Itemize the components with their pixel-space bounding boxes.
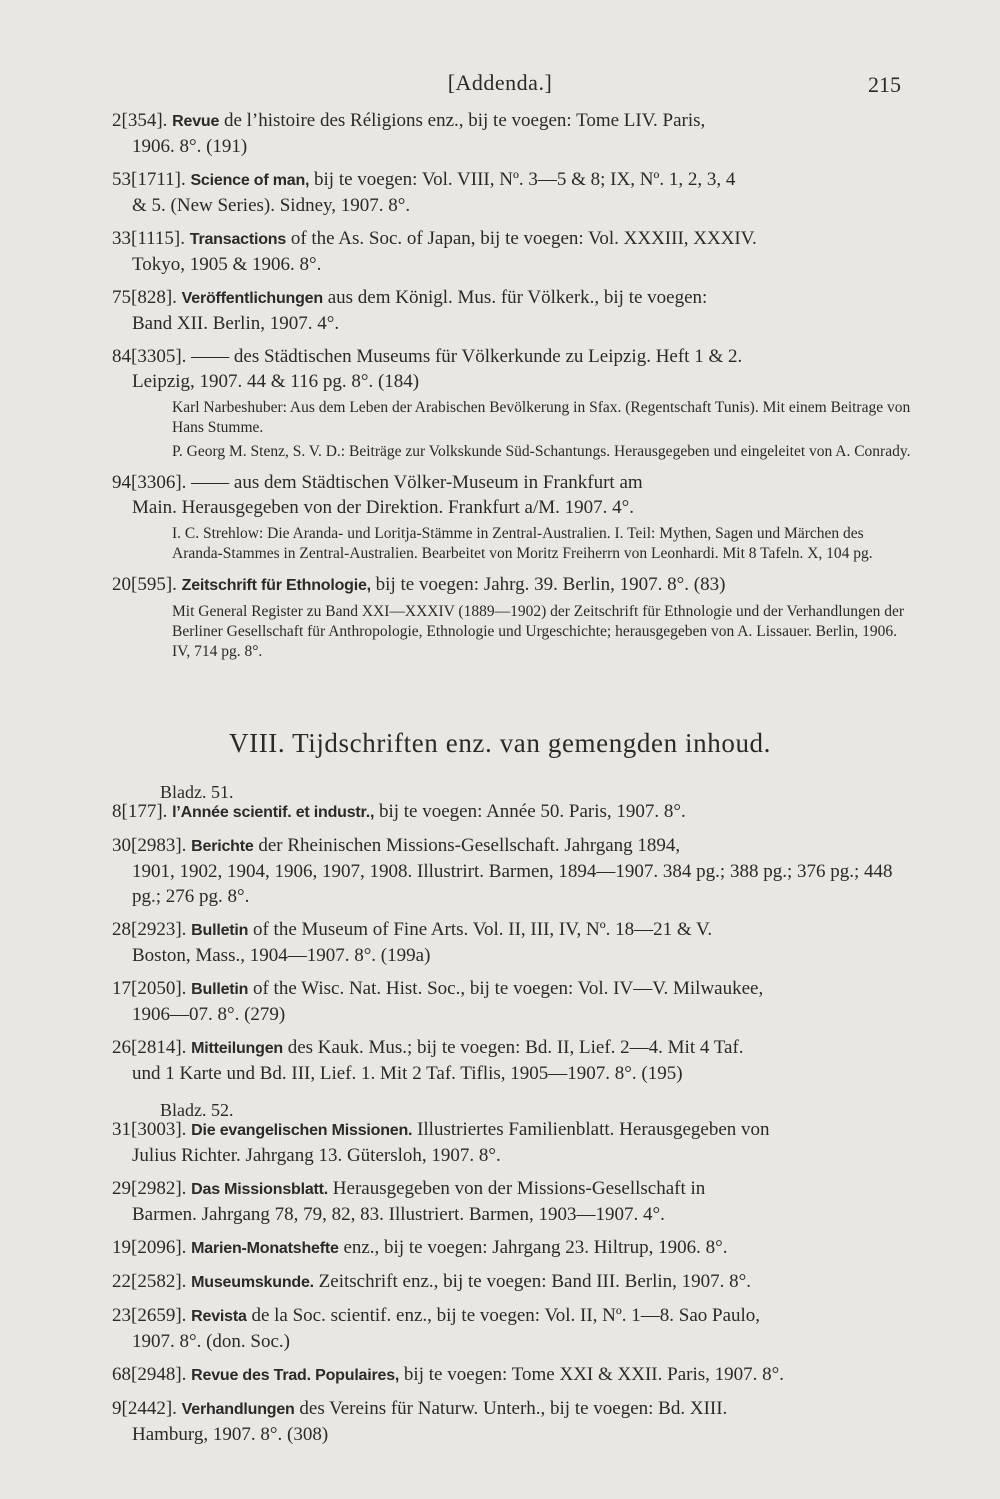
catalog-entry [112, 1117, 912, 1168]
entry-note: P. Georg M. Stenz, S. V. D.: Beiträge zur Volkskunde Süd-Schantungs. Herausgegeben und eingeleitet von A. Conrady. [172, 443, 911, 460]
entry-first-line [112, 344, 912, 369]
entry-first-line [112, 226, 912, 252]
entry-title-keyword: Verhandlungen [181, 1401, 295, 1418]
entry-text: bij te voegen: Tome XXI & XXII. Paris, 1907. 8°. [403, 1364, 784, 1385]
entry-note: Mit General Register zu Band XXI—XXXIV (1889—1902) der Zeitschrift für Ethnologie und der Verhandlungen der Berliner Gesellschaft für Anthropologie, Ethnologie und Urgeschichte; herausgegeben von A. Lissauer. Berlin, 1906. IV, 714 pg. 8°. [172, 603, 905, 660]
entry-number: 2[354]. [112, 110, 168, 131]
catalog-entry [112, 470, 912, 564]
catalog-entry [112, 1269, 912, 1295]
entry-note: Karl Narbeshuber: Aus dem Leben der Arabischen Bevölkerung in Sfax. (Regentschaft Tunis). Mit einem Beitrage von Hans Stumme. [172, 399, 911, 436]
entry-continuation: Band XII. Berlin, 1907. 4°. [132, 313, 340, 334]
catalog-entry [112, 1035, 912, 1086]
entry-text: —— aus dem Städtischen Völker-Museum in Frankfurt am [191, 472, 643, 493]
entry-title-keyword: Museumskunde. [191, 1274, 314, 1291]
catalog-entry [112, 108, 912, 159]
entry-text: de la Soc. scientif. enz., bij te voegen: Vol. II, Nº. 1—8. Sao Paulo, [251, 1305, 761, 1326]
catalog-entry [112, 917, 912, 968]
entry-continuation: Main. Herausgegeben von der Direktion. Frankfurt a/M. 1907. 4°. [132, 497, 635, 518]
entry-number: 30[2983]. [112, 835, 187, 856]
entry-first-line [112, 833, 912, 859]
entries-list-top [112, 108, 912, 670]
catalog-entry [112, 285, 912, 336]
catalog-entry [112, 976, 912, 1027]
entry-first-line [112, 1396, 912, 1422]
entry-number: 20[595]. [112, 574, 177, 595]
entry-note: I. C. Strehlow: Die Aranda- und Loritja-Stämme in Zentral-Australien. I. Teil: Mythen, Sagen und Märchen des Aranda-Stammes in Zentral-Australien. Bearbeitet von Moritz Freiherrn von Leonhardi. Mit 8 Tafeln. X, 104 pg. [172, 525, 873, 562]
entry-text: of the Wisc. Nat. Hist. Soc., bij te voegen: Vol. IV—V. Milwaukee, [252, 978, 764, 999]
entry-continuation: Boston, Mass., 1904—1907. 8°. (199a) [132, 945, 431, 966]
entry-first-line [112, 976, 912, 1002]
entry-number: 8[177]. [112, 801, 168, 822]
entry-title-keyword: Veröffentlichungen [181, 290, 323, 307]
bladz-label: Bladz. 51. [160, 782, 234, 802]
entry-text: enz., bij te voegen: Jahrgang 23. Hiltrup, 1906. 8°. [343, 1237, 728, 1258]
entry-text: des Kauk. Mus.; bij te voegen: Bd. II, Lief. 2—4. Mit 4 Taf. [287, 1037, 744, 1058]
entry-text: Zeitschrift enz., bij te voegen: Band III. Berlin, 1907. 8°. [318, 1271, 752, 1292]
catalog-entry [112, 167, 912, 218]
entry-text: der Rheinischen Missions-Gesellschaft. Jahrgang 1894, [258, 835, 681, 856]
entry-number: 28[2923]. [112, 919, 187, 940]
entry-text: Illustriertes Familienblatt. Herausgegeben von [417, 1119, 770, 1140]
entry-first-line [112, 1035, 912, 1061]
entry-text: bij te voegen: Vol. VIII, Nº. 3—5 & 8; IX, Nº. 1, 2, 3, 4 [314, 169, 736, 190]
catalog-entry [112, 799, 912, 825]
entry-number: 29[2982]. [112, 1178, 187, 1199]
entry-text: bij te voegen: Jahrg. 39. Berlin, 1907. 8°. (83) [375, 574, 726, 595]
entry-number: 19[2096]. [112, 1237, 187, 1258]
entry-title-keyword: Bulletin [191, 981, 249, 998]
entry-title-keyword: Mitteilungen [191, 1040, 283, 1057]
running-header: [Addenda.] [447, 70, 553, 95]
catalog-entry [112, 344, 912, 462]
entry-number: 23[2659]. [112, 1305, 187, 1326]
entry-continuation: 1906. 8°. (191) [132, 136, 248, 157]
catalog-entry [112, 1235, 912, 1261]
entry-title-keyword: l’Année scientif. et industr., [172, 804, 375, 821]
entry-title-keyword: Transactions [189, 231, 287, 248]
entry-number: 33[1115]. [112, 228, 185, 249]
section-heading: VIII. Tijdschriften enz. van gemengden inhoud. [229, 728, 771, 758]
entry-title-keyword: Revue des Trad. Populaires, [191, 1367, 400, 1384]
entry-continuation: & 5. (New Series). Sidney, 1907. 8°. [132, 195, 411, 216]
entry-continuation: Hamburg, 1907. 8°. (308) [132, 1424, 329, 1445]
entry-continuation: 1901, 1902, 1904, 1906, 1907, 1908. Illustrirt. Barmen, 1894—1907. 384 pg.; 388 pg.; 376 pg.; 448 pg.; 276 pg. 8°. [132, 861, 893, 907]
entry-continuation: 1906—07. 8°. (279) [132, 1004, 286, 1025]
entry-continuation: Julius Richter. Jahrgang 13. Gütersloh, 1907. 8°. [132, 1145, 501, 1166]
catalog-entry [112, 572, 912, 662]
entry-text: —— des Städtischen Museums für Völkerkunde zu Leipzig. Heft 1 & 2. [191, 346, 743, 367]
entry-title-keyword: Marien-Monatshefte [191, 1240, 339, 1257]
entry-title-keyword: Science of man, [190, 172, 310, 189]
catalog-entry [112, 833, 912, 909]
entry-continuation: Leipzig, 1907. 44 & 116 pg. 8°. (184) [132, 371, 420, 392]
entry-first-line [112, 1176, 912, 1202]
entry-text: of the As. Soc. of Japan, bij te voegen: Vol. XXXIII, XXXIV. [290, 228, 757, 249]
entries-list-bladz-52 [112, 1117, 912, 1447]
entry-continuation: Barmen. Jahrgang 78, 79, 82, 83. Illustriert. Barmen, 1903—1907. 4°. [132, 1204, 665, 1225]
entry-first-line [112, 799, 912, 825]
entry-number: 68[2948]. [112, 1364, 187, 1385]
entry-first-line [112, 1117, 912, 1143]
entry-number: 17[2050]. [112, 978, 187, 999]
entry-text: de l’histoire des Réligions enz., bij te voegen: Tome LIV. Paris, [223, 110, 706, 131]
entries-list-section-viii [112, 780, 912, 1455]
entry-title-keyword: Zeitschrift für Ethnologie, [181, 577, 371, 594]
entry-text: des Vereins für Naturw. Unterh., bij te voegen: Bd. XIII. [299, 1398, 728, 1419]
entry-text: of the Museum of Fine Arts. Vol. II, III, IV, Nº. 18—21 & V. [252, 919, 713, 940]
entry-first-line [112, 917, 912, 943]
entry-first-line [112, 1303, 912, 1329]
entry-title-keyword: Die evangelischen Missionen. [191, 1122, 413, 1139]
catalog-entry [112, 1303, 912, 1354]
entry-first-line [112, 1362, 912, 1388]
entry-title-keyword: Das Missionsblatt. [191, 1181, 329, 1198]
entry-title-keyword: Berichte [191, 838, 254, 855]
entry-first-line [112, 108, 912, 134]
entry-first-line [112, 470, 912, 495]
entry-first-line [112, 1269, 912, 1295]
entry-number: 75[828]. [112, 287, 177, 308]
entry-number: 53[1711]. [112, 169, 186, 190]
entry-first-line [112, 285, 912, 311]
entry-first-line [112, 572, 912, 598]
page-number: 215 [868, 72, 901, 97]
catalog-entry [112, 1396, 912, 1447]
catalog-entry [112, 226, 912, 277]
entry-number: 31[3003]. [112, 1119, 187, 1140]
entry-title-keyword: Revue [172, 113, 220, 130]
entry-text: Herausgegeben von der Missions-Gesellschaft in [332, 1178, 706, 1199]
entry-title-keyword: Bulletin [191, 922, 249, 939]
entry-number: 84[3305]. [112, 346, 187, 367]
entry-first-line [112, 1235, 912, 1261]
entry-number: 94[3306]. [112, 472, 187, 493]
entry-number: 26[2814]. [112, 1037, 187, 1058]
entry-number: 9[2442]. [112, 1398, 177, 1419]
catalog-entry [112, 1362, 912, 1388]
entries-list-bladz-51 [112, 799, 912, 1086]
entry-continuation: und 1 Karte und Bd. III, Lief. 1. Mit 2 Taf. Tiflis, 1905—1907. 8°. (195) [132, 1063, 683, 1084]
entry-text: aus dem Königl. Mus. für Völkerk., bij te voegen: [327, 287, 708, 308]
entry-text: bij te voegen: Année 50. Paris, 1907. 8°. [378, 801, 686, 822]
entry-title-keyword: Revista [191, 1308, 247, 1325]
entry-continuation: 1907. 8°. (don. Soc.) [132, 1331, 291, 1352]
entry-number: 22[2582]. [112, 1271, 187, 1292]
bladz-label: Bladz. 52. [160, 1100, 234, 1120]
entry-continuation: Tokyo, 1905 & 1906. 8°. [132, 254, 322, 275]
catalog-entry [112, 1176, 912, 1227]
entry-first-line [112, 167, 912, 193]
